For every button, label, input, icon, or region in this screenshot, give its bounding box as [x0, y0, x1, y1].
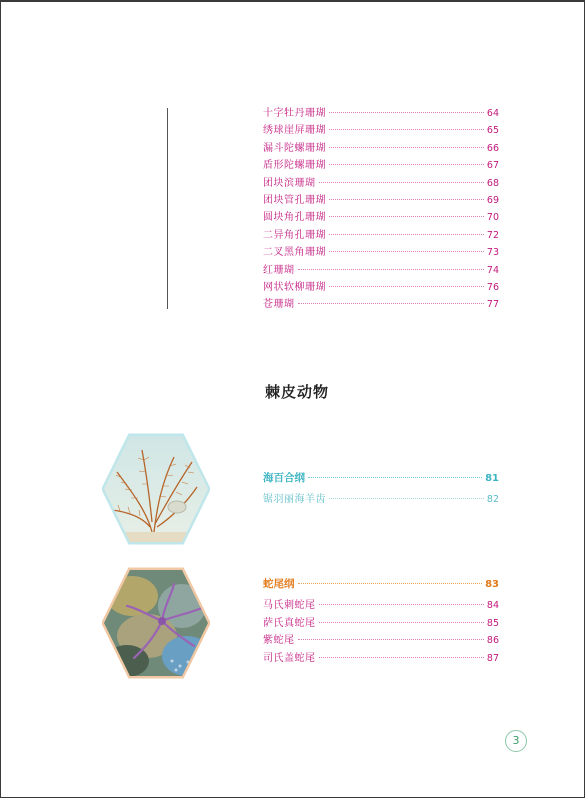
- dot-leader: [329, 129, 484, 130]
- toc-entry-page: 70: [486, 212, 499, 224]
- toc-entry-page: 82: [486, 494, 499, 505]
- toc-entry[interactable]: [263, 614, 499, 632]
- toc-entry-page: 67: [486, 160, 499, 172]
- group-heading-page: 83: [485, 579, 499, 590]
- toc-entry[interactable]: [263, 596, 499, 614]
- toc-entry-title: 漏斗陀螺珊瑚: [263, 142, 326, 154]
- toc-entry-page: 77: [486, 299, 499, 311]
- toc-entry-title: 圆块角孔珊瑚: [263, 212, 326, 224]
- page-number: 3: [505, 730, 527, 752]
- toc-entry-title: 网状软柳珊瑚: [263, 281, 326, 293]
- toc-entry[interactable]: [263, 139, 499, 156]
- toc-entry-page: 64: [486, 108, 499, 119]
- toc-entry-title: 二异角孔珊瑚: [263, 229, 326, 241]
- toc-entry-title: 紫蛇尾: [263, 635, 295, 647]
- toc-entry[interactable]: [263, 208, 499, 225]
- dot-leader: [329, 216, 484, 217]
- toc-entry[interactable]: [263, 156, 499, 173]
- toc-entry[interactable]: [263, 278, 499, 295]
- toc-entry-title: 绣球崖屏珊瑚: [263, 125, 326, 137]
- coral-toc-list: [263, 104, 499, 313]
- toc-entry-title: 十字牡丹珊瑚: [263, 108, 326, 119]
- dot-leader: [329, 498, 484, 499]
- dot-leader: [329, 234, 484, 235]
- toc-entry-page: 76: [486, 281, 499, 293]
- group-heading[interactable]: [263, 576, 499, 596]
- group-heading-title: 海百合纲: [263, 472, 305, 484]
- toc-entry-page: 65: [486, 125, 499, 137]
- group-heading[interactable]: [263, 470, 499, 490]
- toc-entry[interactable]: [263, 121, 499, 138]
- toc-entry-page: 84: [486, 600, 499, 611]
- dot-leader: [298, 583, 483, 584]
- dot-leader: [329, 164, 484, 165]
- toc-entry-title: 红珊瑚: [263, 264, 295, 276]
- toc-entry-title: 马氏刺蛇尾: [263, 600, 316, 611]
- dot-leader: [319, 622, 484, 623]
- toc-entry-page: 73: [486, 247, 499, 259]
- dot-leader: [298, 269, 484, 270]
- dot-leader: [329, 286, 484, 287]
- dot-leader: [329, 199, 484, 200]
- toc-entry[interactable]: [263, 631, 499, 649]
- group-heading-page: 81: [485, 473, 499, 484]
- toc-entry-page: 69: [486, 194, 499, 206]
- toc-entry-page: 66: [486, 142, 499, 154]
- toc-entry[interactable]: [263, 174, 499, 191]
- brittle-star-photo: [102, 566, 210, 680]
- toc-entry-title: 团块管孔珊瑚: [263, 194, 326, 206]
- dot-leader: [319, 657, 484, 658]
- dot-leader: [319, 182, 484, 183]
- dot-leader: [329, 112, 484, 113]
- toc-entry-title: 苍珊瑚: [263, 299, 295, 311]
- toc-entry[interactable]: [263, 104, 499, 121]
- toc-entry-title: 锯羽丽海羊齿: [263, 494, 326, 505]
- dot-leader: [329, 147, 484, 148]
- crinoid-group: [263, 470, 499, 512]
- dot-leader: [319, 604, 484, 605]
- toc-entry-page: 72: [486, 229, 499, 241]
- toc-entry[interactable]: [263, 490, 499, 512]
- dot-leader: [329, 251, 484, 252]
- toc-entry[interactable]: [263, 261, 499, 278]
- toc-entry-title: 司氏盖蛇尾: [263, 652, 316, 664]
- toc-entry-title: 盾形陀螺珊瑚: [263, 160, 326, 172]
- crinoid-photo: [102, 432, 210, 546]
- toc-entry[interactable]: [263, 243, 499, 260]
- dot-leader: [298, 303, 484, 304]
- toc-entry[interactable]: [263, 191, 499, 208]
- toc-entry-page: 86: [486, 635, 499, 647]
- toc-entry-title: 二叉黑角珊瑚: [263, 247, 326, 259]
- toc-entry-title: 团块滨珊瑚: [263, 177, 316, 189]
- vertical-divider: [167, 108, 168, 309]
- toc-entry-title: 萨氏真蛇尾: [263, 617, 316, 629]
- toc-entry[interactable]: [263, 226, 499, 243]
- toc-entry[interactable]: [263, 649, 499, 667]
- dot-leader: [308, 477, 482, 478]
- toc-entry[interactable]: [263, 295, 499, 312]
- ophiuroid-group: [263, 576, 499, 666]
- group-heading-title: 蛇尾纲: [263, 578, 295, 590]
- toc-entry-page: 74: [486, 264, 499, 276]
- toc-entry-page: 85: [486, 617, 499, 629]
- toc-entry-page: 68: [486, 177, 499, 189]
- dot-leader: [298, 639, 484, 640]
- toc-entry-page: 87: [486, 652, 499, 664]
- section-title: 棘皮动物: [265, 383, 330, 401]
